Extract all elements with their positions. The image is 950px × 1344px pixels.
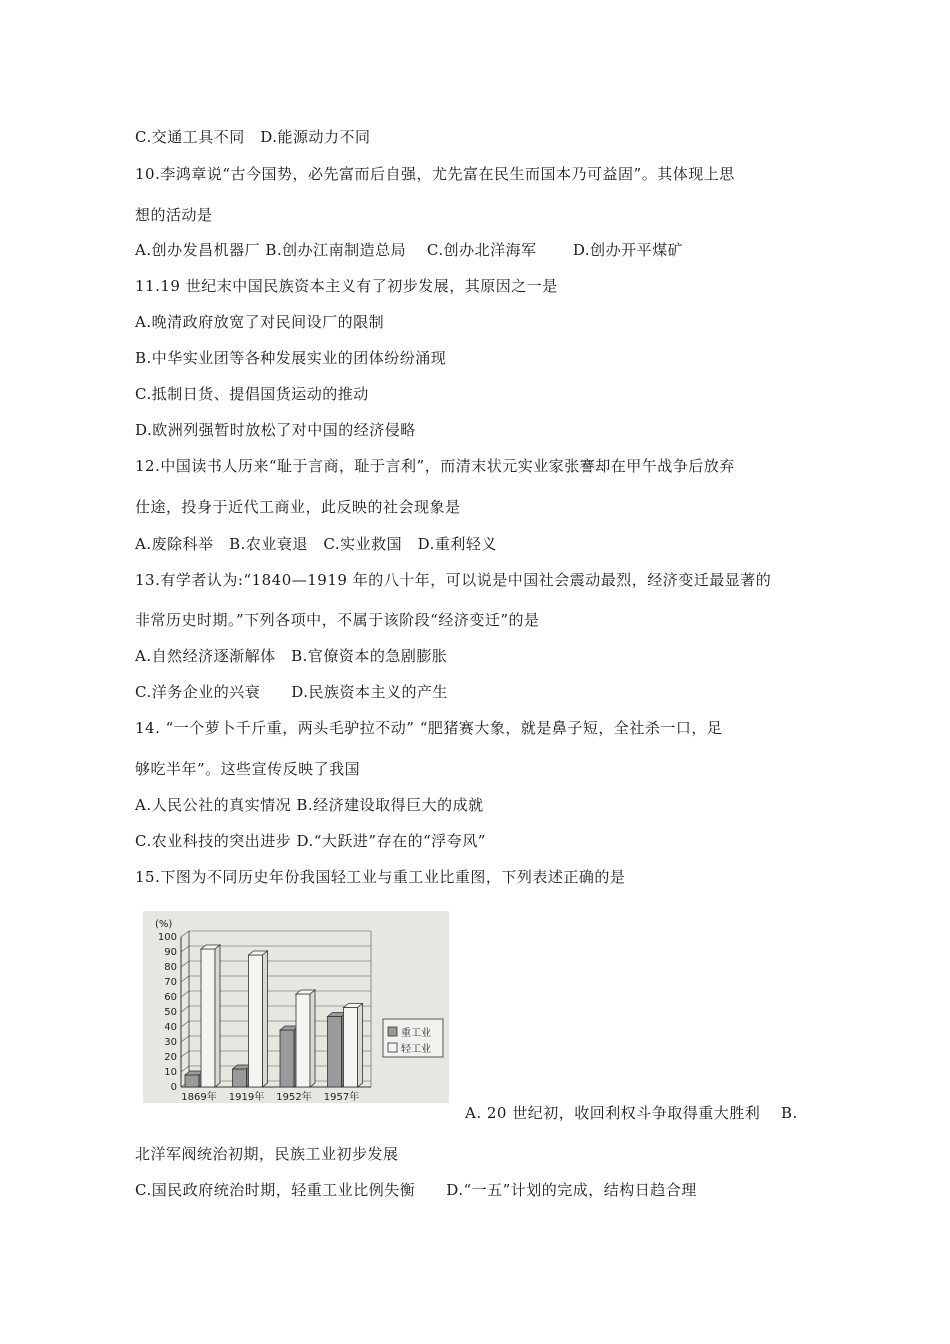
bar-chart bbox=[143, 911, 449, 1103]
legend-swatch bbox=[388, 1043, 397, 1052]
text-line: C.交通工具不同 D.能源动力不同 bbox=[135, 128, 371, 146]
text-line: C.抵制日货、提倡国货运动的推动 bbox=[135, 385, 369, 403]
bar-light bbox=[296, 994, 310, 1087]
x-tick-label: 1952年 bbox=[276, 1092, 312, 1103]
text-line: C.国民政府统治时期，轻重工业比例失衡 D.“一五”计划的完成，结构日趋合理 bbox=[135, 1181, 697, 1199]
text-line: 非常历史时期。”下列各项中，不属于该阶段“经济变迁”的是 bbox=[135, 611, 540, 629]
bar-light bbox=[201, 949, 215, 1087]
text-line: 10.李鸿章说“古今国势，必先富而后自强，尤先富在民生而国本乃可益固”。其体现上思 bbox=[135, 165, 735, 183]
y-tick-label: 30 bbox=[164, 1037, 177, 1048]
text-line: 够吃半年”。这些宣传反映了我国 bbox=[135, 760, 361, 778]
text-line: A.自然经济逐渐解体 B.官僚资本的急剧膨胀 bbox=[135, 647, 448, 665]
bar-heavy bbox=[185, 1075, 199, 1087]
y-tick-label: 80 bbox=[164, 962, 177, 973]
y-tick-label: 90 bbox=[164, 947, 177, 958]
grid-line-diagonal bbox=[181, 1036, 189, 1042]
y-tick-label: 10 bbox=[164, 1067, 177, 1078]
y-tick-label: 60 bbox=[164, 992, 177, 1003]
text-line: 北洋军阀统治初期，民族工业初步发展 bbox=[135, 1145, 399, 1163]
y-tick-label: 20 bbox=[164, 1052, 177, 1063]
y-tick-label: 40 bbox=[164, 1022, 177, 1033]
grid-line-diagonal bbox=[181, 931, 189, 937]
grid-line-diagonal bbox=[181, 991, 189, 997]
text-line: 15.下图为不同历史年份我国轻工业与重工业比重图，下列表述正确的是 bbox=[135, 868, 626, 886]
text-line: 13.有学者认为:“1840—1919 年的八十年，可以说是中国社会震动最烈，经济变迁最显著的 bbox=[135, 571, 772, 589]
y-tick-label: 50 bbox=[164, 1007, 177, 1018]
grid-line-diagonal bbox=[181, 1021, 189, 1027]
text-line: A.人民公社的真实情况 B.经济建设取得巨大的成就 bbox=[135, 796, 484, 814]
legend-label: 轻工业 bbox=[401, 1044, 431, 1055]
text-line: C.洋务企业的兴衰 D.民族资本主义的产生 bbox=[135, 683, 448, 701]
text-line: 想的活动是 bbox=[135, 206, 213, 224]
bar-light bbox=[344, 1008, 358, 1088]
x-tick-label: 1919年 bbox=[228, 1092, 265, 1103]
industry-ratio-chart bbox=[143, 911, 449, 1103]
bar-heavy bbox=[280, 1030, 294, 1087]
legend-swatch bbox=[388, 1027, 397, 1036]
text-line: C.农业科技的突出进步 D.“大跃进”存在的“浮夸风” bbox=[135, 832, 486, 850]
option-a-text: A. 20 世纪初，收回利权斗争取得重大胜利 B. bbox=[465, 1104, 798, 1122]
y-tick-label: 70 bbox=[164, 977, 177, 988]
text-line: A.废除科举 B.农业衰退 C.实业救国 D.重利轻义 bbox=[135, 535, 497, 553]
bar-light bbox=[249, 955, 263, 1087]
grid-line-diagonal bbox=[181, 1066, 189, 1072]
y-tick-label: 0 bbox=[170, 1082, 177, 1093]
bar-side bbox=[263, 951, 268, 1087]
text-line: 仕途，投身于近代工商业，此反映的社会现象是 bbox=[135, 498, 461, 516]
grid-line-diagonal bbox=[181, 976, 189, 982]
bar-side bbox=[358, 1004, 363, 1088]
bar-heavy bbox=[328, 1017, 342, 1088]
y-unit-label: (%) bbox=[155, 919, 173, 930]
legend-label: 重工业 bbox=[401, 1028, 431, 1039]
grid-line-diagonal bbox=[181, 1051, 189, 1057]
bar-side bbox=[215, 945, 220, 1087]
text-line: 11.19 世纪末中国民族资本主义有了初步发展，其原因之一是 bbox=[135, 277, 558, 295]
text-line: A.晚清政府放宽了对民间设厂的限制 bbox=[135, 313, 385, 331]
text-line: 14. “一个萝卜千斤重，两头毛驴拉不动” “肥猪赛大象，就是鼻子短，全社杀一口，足 bbox=[135, 719, 723, 737]
x-tick-label: 1869年 bbox=[181, 1092, 217, 1103]
text-line: A.创办发昌机器厂 B.创办江南制造总局 C.创办北洋海军 D.创办开平煤矿 bbox=[135, 241, 684, 259]
grid-line-diagonal bbox=[181, 961, 189, 967]
grid-line-diagonal bbox=[181, 1006, 189, 1012]
bar-side bbox=[310, 990, 315, 1087]
text-line: D.欧洲列强暂时放松了对中国的经济侵略 bbox=[135, 421, 416, 439]
bar-heavy bbox=[233, 1069, 247, 1087]
x-tick-label: 1957年 bbox=[323, 1092, 360, 1103]
y-tick-label: 100 bbox=[157, 932, 177, 943]
text-line: B.中华实业团等各种发展实业的团体纷纷涌现 bbox=[135, 349, 447, 367]
grid-line-diagonal bbox=[181, 946, 189, 952]
text-line: 12.中国读书人历来“耻于言商，耻于言利”，而清末状元实业家张謇却在甲午战争后放弃 bbox=[135, 457, 735, 475]
